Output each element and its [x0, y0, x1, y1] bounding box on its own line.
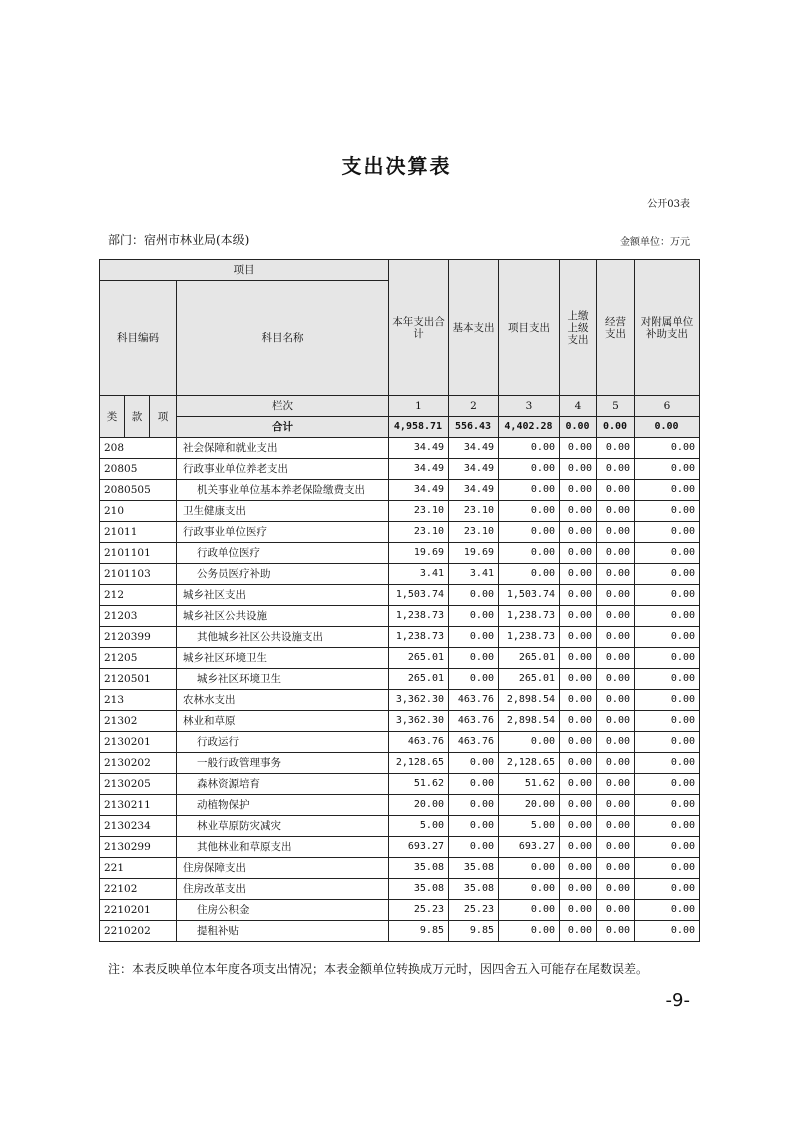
amount-cell: 0.00	[597, 459, 635, 480]
amount-cell: 0.00	[597, 732, 635, 753]
amount-cell: 0.00	[560, 522, 597, 543]
amount-cell: 0.00	[597, 585, 635, 606]
amount-cell: 463.76	[449, 690, 499, 711]
amount-cell: 1,238.73	[389, 606, 449, 627]
table-row	[100, 648, 700, 669]
amount-cell: 0.00	[560, 816, 597, 837]
amount-cell: 25.23	[389, 900, 449, 921]
amount-cell: 0.00	[449, 795, 499, 816]
amount-cell: 463.76	[389, 732, 449, 753]
amount-cell: 0.00	[635, 837, 700, 858]
amount-cell: 0.00	[635, 627, 700, 648]
subject-name: 行政事业单位医疗	[177, 522, 389, 543]
amount-cell: 9.85	[449, 921, 499, 942]
table-row	[100, 606, 700, 627]
table-row	[100, 774, 700, 795]
total-cell: 4,402.28	[499, 417, 560, 438]
amount-cell: 0.00	[499, 564, 560, 585]
header-name: 科目名称	[177, 281, 389, 396]
page-number: -9-	[665, 990, 690, 1011]
amount-cell: 0.00	[597, 669, 635, 690]
amount-cell: 0.00	[499, 543, 560, 564]
amount-cell: 3,362.30	[389, 711, 449, 732]
subject-name: 其他城乡社区公共设施支出	[177, 627, 389, 648]
amount-cell: 2,128.65	[389, 753, 449, 774]
subject-code: 221	[100, 858, 177, 879]
header-kuan: 款	[125, 396, 150, 438]
amount-cell: 0.00	[635, 564, 700, 585]
header-col-upper: 上缴上级支出	[560, 260, 597, 396]
subject-name: 城乡社区环境卫生	[177, 648, 389, 669]
subject-name: 住房保障支出	[177, 858, 389, 879]
header-xiang: 项	[150, 396, 177, 438]
amount-cell: 0.00	[597, 795, 635, 816]
header-col-subsidy: 对附属单位补助支出	[635, 260, 700, 396]
amount-cell: 34.49	[449, 438, 499, 459]
amount-cell: 1,503.74	[499, 585, 560, 606]
amount-cell: 0.00	[635, 858, 700, 879]
amount-cell: 2,128.65	[499, 753, 560, 774]
header-col-basic: 基本支出	[449, 260, 499, 396]
subject-code: 21302	[100, 711, 177, 732]
total-cell: 0.00	[560, 417, 597, 438]
subject-name: 行政单位医疗	[177, 543, 389, 564]
subject-name: 其他林业和草原支出	[177, 837, 389, 858]
table-row	[100, 900, 700, 921]
table-row	[100, 627, 700, 648]
amount-cell: 0.00	[597, 564, 635, 585]
amount-cell: 0.00	[597, 606, 635, 627]
col-number-6: 6	[635, 396, 700, 417]
amount-unit-label: 金额单位：万元	[620, 237, 690, 248]
amount-cell: 9.85	[389, 921, 449, 942]
subject-code: 2130202	[100, 753, 177, 774]
amount-cell: 693.27	[499, 837, 560, 858]
amount-cell: 1,238.73	[389, 627, 449, 648]
amount-cell: 0.00	[635, 648, 700, 669]
amount-cell: 51.62	[499, 774, 560, 795]
amount-cell: 0.00	[560, 753, 597, 774]
subject-code: 22102	[100, 879, 177, 900]
amount-cell: 35.08	[449, 858, 499, 879]
total-cell: 0.00	[597, 417, 635, 438]
amount-cell: 0.00	[449, 606, 499, 627]
amount-cell: 265.01	[389, 669, 449, 690]
amount-cell: 0.00	[560, 501, 597, 522]
amount-cell: 1,238.73	[499, 606, 560, 627]
subject-name: 林业草原防灾减灾	[177, 816, 389, 837]
subject-code: 2120399	[100, 627, 177, 648]
amount-cell: 23.10	[449, 522, 499, 543]
table-row	[100, 438, 700, 459]
amount-cell: 0.00	[597, 858, 635, 879]
total-cell: 0.00	[635, 417, 700, 438]
amount-cell: 0.00	[560, 627, 597, 648]
subject-code: 208	[100, 438, 177, 459]
subject-code: 2101103	[100, 564, 177, 585]
amount-cell: 0.00	[560, 732, 597, 753]
subject-name: 行政事业单位养老支出	[177, 459, 389, 480]
amount-cell: 25.23	[449, 900, 499, 921]
subject-code: 21203	[100, 606, 177, 627]
amount-cell: 0.00	[560, 459, 597, 480]
amount-cell: 0.00	[635, 753, 700, 774]
table-row	[100, 879, 700, 900]
amount-cell: 0.00	[449, 816, 499, 837]
subject-name: 城乡社区公共设施	[177, 606, 389, 627]
subject-name: 社会保障和就业支出	[177, 438, 389, 459]
subject-name: 城乡社区环境卫生	[177, 669, 389, 690]
total-label: 合计	[177, 417, 389, 438]
amount-cell: 0.00	[597, 753, 635, 774]
col-number-2: 2	[449, 396, 499, 417]
subject-name: 林业和草原	[177, 711, 389, 732]
amount-cell: 19.69	[449, 543, 499, 564]
amount-cell: 35.08	[449, 879, 499, 900]
amount-cell: 0.00	[635, 501, 700, 522]
subject-name: 动植物保护	[177, 795, 389, 816]
amount-cell: 0.00	[597, 837, 635, 858]
amount-cell: 265.01	[389, 648, 449, 669]
amount-cell: 3.41	[389, 564, 449, 585]
subject-code: 2130211	[100, 795, 177, 816]
table-row	[100, 753, 700, 774]
header-col-project: 项目支出	[499, 260, 560, 396]
header-lanci: 栏次	[177, 396, 389, 417]
amount-cell: 0.00	[499, 900, 560, 921]
amount-cell: 0.00	[597, 501, 635, 522]
header-item: 项目	[100, 260, 389, 281]
table-row	[100, 732, 700, 753]
amount-cell: 23.10	[449, 501, 499, 522]
amount-cell: 0.00	[597, 816, 635, 837]
col-number-1: 1	[389, 396, 449, 417]
table-row	[100, 669, 700, 690]
subject-code: 212	[100, 585, 177, 606]
amount-cell: 0.00	[597, 921, 635, 942]
amount-cell: 0.00	[635, 606, 700, 627]
amount-cell: 0.00	[597, 438, 635, 459]
subject-code: 2120501	[100, 669, 177, 690]
amount-cell: 0.00	[635, 816, 700, 837]
amount-cell: 1,238.73	[499, 627, 560, 648]
amount-cell: 34.49	[389, 438, 449, 459]
amount-cell: 34.49	[449, 459, 499, 480]
subject-code: 210	[100, 501, 177, 522]
amount-cell: 0.00	[499, 921, 560, 942]
subject-code: 2210201	[100, 900, 177, 921]
amount-cell: 0.00	[560, 858, 597, 879]
col-number-4: 4	[560, 396, 597, 417]
amount-cell: 0.00	[560, 438, 597, 459]
subject-name: 农林水支出	[177, 690, 389, 711]
page-title: 支出决算表	[341, 154, 452, 178]
form-number: 公开03表	[647, 199, 690, 210]
amount-cell: 0.00	[635, 879, 700, 900]
col-number-5: 5	[597, 396, 635, 417]
amount-cell: 0.00	[560, 606, 597, 627]
amount-cell: 0.00	[635, 459, 700, 480]
amount-cell: 0.00	[499, 480, 560, 501]
amount-cell: 3.41	[449, 564, 499, 585]
amount-cell: 0.00	[449, 837, 499, 858]
subject-code: 2080505	[100, 480, 177, 501]
amount-cell: 0.00	[499, 732, 560, 753]
amount-cell: 23.10	[389, 501, 449, 522]
amount-cell: 3,362.30	[389, 690, 449, 711]
subject-name: 卫生健康支出	[177, 501, 389, 522]
amount-cell: 0.00	[560, 564, 597, 585]
table-row	[100, 921, 700, 942]
amount-cell: 2,898.54	[499, 690, 560, 711]
amount-cell: 0.00	[560, 711, 597, 732]
subject-name: 住房公积金	[177, 900, 389, 921]
amount-cell: 0.00	[449, 774, 499, 795]
amount-cell: 0.00	[597, 900, 635, 921]
expenditure-table	[99, 259, 700, 942]
subject-name: 行政运行	[177, 732, 389, 753]
table-row	[100, 564, 700, 585]
amount-cell: 0.00	[449, 753, 499, 774]
amount-cell: 0.00	[560, 921, 597, 942]
subject-name: 公务员医疗补助	[177, 564, 389, 585]
amount-cell: 35.08	[389, 858, 449, 879]
col-number-3: 3	[499, 396, 560, 417]
table-row	[100, 711, 700, 732]
amount-cell: 0.00	[635, 795, 700, 816]
subject-code: 21011	[100, 522, 177, 543]
amount-cell: 0.00	[635, 774, 700, 795]
subject-name: 机关事业单位基本养老保险缴费支出	[177, 480, 389, 501]
amount-cell: 0.00	[560, 648, 597, 669]
amount-cell: 0.00	[635, 732, 700, 753]
subject-code: 2130234	[100, 816, 177, 837]
table-row	[100, 522, 700, 543]
header-col-total: 本年支出合计	[389, 260, 449, 396]
subject-code: 213	[100, 690, 177, 711]
amount-cell: 0.00	[449, 648, 499, 669]
amount-cell: 35.08	[389, 879, 449, 900]
footnote: 注：本表反映单位本年度各项支出情况；本表金额单位转换成万元时，因四舍五入可能存在尾数误差。	[108, 962, 649, 976]
department-label: 部门：宿州市林业局(本级)	[108, 233, 250, 247]
amount-cell: 0.00	[635, 585, 700, 606]
amount-cell: 2,898.54	[499, 711, 560, 732]
amount-cell: 0.00	[560, 900, 597, 921]
amount-cell: 0.00	[635, 900, 700, 921]
amount-cell: 0.00	[635, 711, 700, 732]
amount-cell: 0.00	[499, 858, 560, 879]
subject-code: 2130299	[100, 837, 177, 858]
amount-cell: 0.00	[597, 648, 635, 669]
amount-cell: 0.00	[597, 711, 635, 732]
table-row	[100, 585, 700, 606]
table-row	[100, 543, 700, 564]
amount-cell: 0.00	[635, 522, 700, 543]
total-cell: 4,958.71	[389, 417, 449, 438]
amount-cell: 0.00	[597, 522, 635, 543]
table-row	[100, 816, 700, 837]
amount-cell: 5.00	[499, 816, 560, 837]
table-row	[100, 690, 700, 711]
subject-name: 提租补贴	[177, 921, 389, 942]
subject-code: 2210202	[100, 921, 177, 942]
amount-cell: 265.01	[499, 669, 560, 690]
amount-cell: 51.62	[389, 774, 449, 795]
amount-cell: 0.00	[560, 879, 597, 900]
amount-cell: 0.00	[635, 921, 700, 942]
subject-code: 2130205	[100, 774, 177, 795]
amount-cell: 265.01	[499, 648, 560, 669]
subject-code: 20805	[100, 459, 177, 480]
table-row	[100, 858, 700, 879]
amount-cell: 0.00	[449, 627, 499, 648]
subject-name: 城乡社区支出	[177, 585, 389, 606]
total-row	[100, 417, 700, 438]
amount-cell: 0.00	[560, 480, 597, 501]
amount-cell: 0.00	[597, 480, 635, 501]
amount-cell: 19.69	[389, 543, 449, 564]
amount-cell: 23.10	[389, 522, 449, 543]
amount-cell: 0.00	[597, 627, 635, 648]
amount-cell: 0.00	[597, 543, 635, 564]
header-lei: 类	[100, 396, 125, 438]
amount-cell: 0.00	[635, 480, 700, 501]
amount-cell: 0.00	[635, 438, 700, 459]
total-cell: 556.43	[449, 417, 499, 438]
amount-cell: 0.00	[597, 690, 635, 711]
subject-name: 一般行政管理事务	[177, 753, 389, 774]
amount-cell: 0.00	[499, 438, 560, 459]
subject-code: 2130201	[100, 732, 177, 753]
amount-cell: 0.00	[635, 543, 700, 564]
amount-cell: 5.00	[389, 816, 449, 837]
amount-cell: 20.00	[389, 795, 449, 816]
table-row	[100, 480, 700, 501]
amount-cell: 0.00	[499, 459, 560, 480]
amount-cell: 0.00	[499, 501, 560, 522]
table-row	[100, 501, 700, 522]
amount-cell: 693.27	[389, 837, 449, 858]
amount-cell: 0.00	[597, 879, 635, 900]
header-code: 科目编码	[100, 281, 177, 396]
amount-cell: 0.00	[635, 690, 700, 711]
subject-code: 21205	[100, 648, 177, 669]
amount-cell: 0.00	[560, 837, 597, 858]
amount-cell: 0.00	[449, 585, 499, 606]
amount-cell: 0.00	[635, 669, 700, 690]
header-col-business: 经营支出	[597, 260, 635, 396]
amount-cell: 0.00	[560, 585, 597, 606]
amount-cell: 0.00	[560, 690, 597, 711]
table-row	[100, 837, 700, 858]
subject-code: 2101101	[100, 543, 177, 564]
amount-cell: 0.00	[597, 774, 635, 795]
amount-cell: 0.00	[560, 669, 597, 690]
amount-cell: 0.00	[499, 522, 560, 543]
table-row	[100, 795, 700, 816]
amount-cell: 0.00	[560, 543, 597, 564]
amount-cell: 34.49	[449, 480, 499, 501]
amount-cell: 34.49	[389, 459, 449, 480]
amount-cell: 463.76	[449, 711, 499, 732]
amount-cell: 0.00	[560, 795, 597, 816]
subject-name: 森林资源培育	[177, 774, 389, 795]
amount-cell: 0.00	[560, 774, 597, 795]
amount-cell: 1,503.74	[389, 585, 449, 606]
amount-cell: 0.00	[499, 879, 560, 900]
amount-cell: 0.00	[449, 669, 499, 690]
amount-cell: 463.76	[449, 732, 499, 753]
table-row	[100, 459, 700, 480]
subject-name: 住房改革支出	[177, 879, 389, 900]
amount-cell: 34.49	[389, 480, 449, 501]
amount-cell: 20.00	[499, 795, 560, 816]
